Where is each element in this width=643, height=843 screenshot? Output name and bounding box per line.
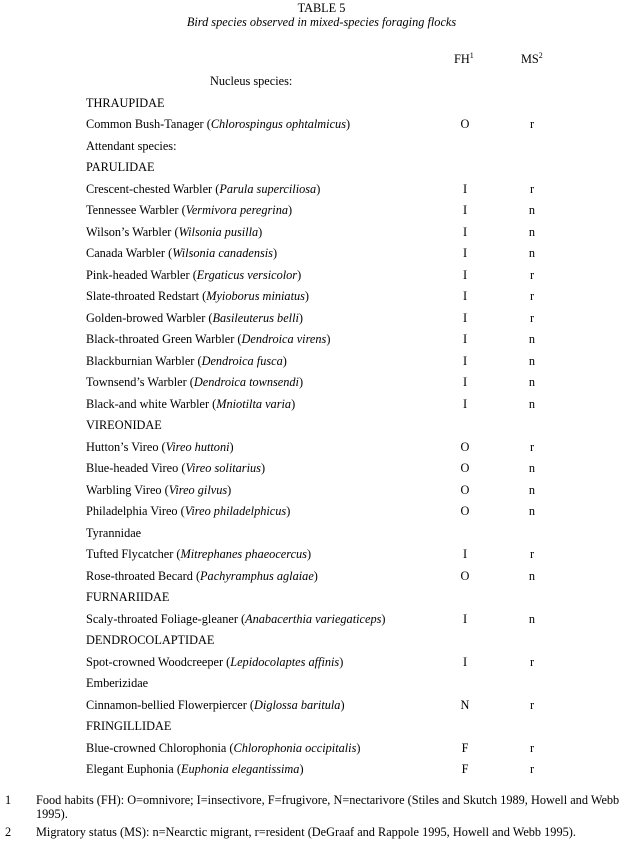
- species-name: [86, 375, 303, 389]
- common-name: Townsend’s Warbler: [86, 375, 187, 389]
- migratory-status-cell: n: [528, 354, 536, 368]
- open-paren: (: [189, 268, 197, 282]
- migratory-status-cell: r: [529, 268, 535, 282]
- species-name: [86, 440, 234, 454]
- open-paren: (: [209, 397, 217, 411]
- food-habit-cell: O: [460, 117, 470, 131]
- species-name: [86, 289, 309, 303]
- common-name: Scaly-throated Foliage-gleaner: [86, 612, 238, 626]
- scientific-name: Basileuterus belli: [212, 311, 299, 325]
- species-row: [0, 246, 643, 260]
- food-habit-cell: O: [460, 483, 470, 497]
- common-name: Blue-headed Vireo: [86, 461, 179, 475]
- migratory-status-cell: n: [528, 203, 536, 217]
- species-name: [86, 203, 292, 217]
- close-paren: ): [297, 268, 302, 282]
- species-row: [0, 483, 643, 497]
- migratory-status-cell: n: [528, 246, 536, 260]
- close-paren: ): [227, 483, 232, 497]
- close-paren: ): [346, 117, 351, 131]
- common-name: Cinnamon-bellied Flowerpiercer: [86, 698, 247, 712]
- column-header-fh: [454, 52, 474, 66]
- species-row: [0, 311, 643, 325]
- migratory-status-cell: n: [528, 612, 536, 626]
- food-habit-cell: I: [462, 182, 468, 196]
- scientific-name: Ergaticus versicolor: [196, 268, 298, 282]
- scientific-name: Mitrephanes phaeocercus: [180, 547, 307, 561]
- scientific-name: Euphonia elegantissima: [180, 762, 300, 776]
- common-name: Rose-throated Becard: [86, 569, 193, 583]
- family-heading-row: [0, 96, 643, 110]
- column-header-ms: [521, 52, 543, 66]
- migratory-status-cell: r: [529, 289, 535, 303]
- species-row: [0, 504, 643, 518]
- migratory-status-cell: r: [529, 547, 535, 561]
- species-name: [86, 268, 301, 282]
- common-name: Crescent-chested Warbler: [86, 182, 213, 196]
- common-name: Tennessee Warbler: [86, 203, 179, 217]
- species-name: [86, 483, 231, 497]
- common-name: Golden-browed Warbler: [86, 311, 206, 325]
- migratory-status-cell: n: [528, 461, 536, 475]
- species-row: [0, 332, 643, 346]
- species-name: [86, 311, 303, 325]
- close-paren: ): [313, 569, 318, 583]
- open-paren: (: [246, 698, 255, 712]
- open-paren: (: [212, 182, 220, 196]
- open-paren: (: [178, 461, 186, 475]
- scientific-name: Dendroica fusca: [201, 354, 283, 368]
- food-habit-cell: I: [462, 225, 468, 239]
- open-paren: (: [199, 289, 207, 303]
- migratory-status-cell: n: [528, 504, 536, 518]
- food-habit-cell: I: [462, 268, 468, 282]
- open-paren: (: [203, 117, 211, 131]
- species-name: [86, 655, 343, 669]
- table-title: TABLE 5: [297, 1, 346, 15]
- open-paren: (: [173, 547, 181, 561]
- close-paren: ): [229, 440, 234, 454]
- food-habit-cell: I: [462, 354, 468, 368]
- food-habit-cell: I: [462, 397, 468, 411]
- common-name: Elegant Euphonia: [86, 762, 174, 776]
- family-heading-row: [0, 139, 643, 153]
- species-row: [0, 762, 643, 776]
- close-paren: ): [340, 698, 345, 712]
- migratory-status-cell: n: [528, 332, 536, 346]
- close-paren: ): [316, 182, 321, 196]
- family-heading: FRINGILLIDAE: [86, 719, 172, 733]
- scientific-name: Lepidocolaptes affinis: [230, 655, 340, 669]
- food-habit-cell: O: [460, 440, 470, 454]
- scientific-name: Chlorospingus ophtalmicus: [210, 117, 346, 131]
- species-name: [86, 741, 361, 755]
- migratory-status-cell: n: [528, 483, 536, 497]
- close-paren: ): [381, 612, 386, 626]
- food-habit-cell: I: [462, 332, 468, 346]
- family-heading: Emberizidae: [86, 676, 149, 690]
- open-paren: (: [205, 311, 213, 325]
- food-habit-cell: I: [462, 289, 468, 303]
- species-row: [0, 354, 643, 368]
- species-name: [86, 246, 277, 260]
- section-heading: Nucleus species:: [210, 74, 293, 88]
- species-name: [86, 225, 262, 239]
- common-name: Spot-crowned Woodcreeper: [86, 655, 224, 669]
- migratory-status-cell: r: [529, 182, 535, 196]
- species-row: [0, 397, 643, 411]
- close-paren: ): [260, 461, 266, 475]
- family-heading-row: [0, 526, 643, 540]
- family-heading-row: [0, 160, 643, 174]
- food-habit-cell: O: [460, 504, 470, 518]
- scientific-name: Pachyramphus aglaiae: [200, 569, 314, 583]
- species-name: [86, 397, 295, 411]
- column-header-ms-footnote-marker: 2: [538, 51, 543, 60]
- common-name: Blackburnian Warbler: [86, 354, 195, 368]
- scientific-name: Mniotilta varia: [216, 397, 292, 411]
- common-name: Black-and white Warbler: [86, 397, 210, 411]
- species-row: [0, 117, 643, 131]
- scientific-name: Vireo huttoni: [165, 440, 230, 454]
- food-habit-cell: O: [460, 461, 470, 475]
- scientific-name: Vireo gilvus: [168, 483, 228, 497]
- common-name: Pink-headed Warbler: [86, 268, 190, 282]
- close-paren: ): [326, 332, 331, 346]
- common-name: Philadelphia Vireo: [86, 504, 178, 518]
- open-paren: (: [237, 612, 246, 626]
- migratory-status-cell: r: [529, 698, 535, 712]
- close-paren: ): [339, 655, 344, 669]
- column-header-fh-text: FH: [454, 52, 470, 66]
- species-name: [86, 547, 311, 561]
- close-paren: ): [272, 246, 278, 260]
- species-name: [86, 762, 304, 776]
- scientific-name: Chlorophonia occipitalis: [233, 741, 357, 755]
- migratory-status-cell: n: [528, 397, 536, 411]
- open-paren: (: [194, 354, 202, 368]
- food-habit-cell: O: [460, 569, 470, 583]
- species-name: [86, 182, 320, 196]
- common-name: Common Bush-Tanager: [86, 117, 204, 131]
- food-habit-cell: N: [460, 698, 470, 712]
- close-paren: ): [298, 375, 304, 389]
- species-row: [0, 741, 643, 755]
- species-row: [0, 440, 643, 454]
- migratory-status-cell: r: [529, 655, 535, 669]
- close-paren: ): [356, 741, 361, 755]
- scientific-name: Vireo solitarius: [185, 461, 261, 475]
- family-heading: THRAUPIDAE: [86, 96, 165, 110]
- scientific-name: Myioborus miniatus: [206, 289, 305, 303]
- common-name: Slate-throated Redstart: [86, 289, 200, 303]
- open-paren: (: [177, 504, 185, 518]
- open-paren: (: [192, 569, 201, 583]
- migratory-status-cell: r: [529, 440, 535, 454]
- scientific-name: Vireo philadelphicus: [184, 504, 287, 518]
- species-row: [0, 698, 643, 712]
- species-row: [0, 375, 643, 389]
- food-habit-cell: F: [461, 762, 469, 776]
- close-paren: ): [288, 203, 293, 217]
- species-name: [86, 332, 330, 346]
- family-heading: VIREONIDAE: [86, 418, 162, 432]
- migratory-status-cell: n: [528, 225, 536, 239]
- common-name: Tufted Flycatcher: [86, 547, 174, 561]
- open-paren: (: [173, 762, 181, 776]
- family-heading-row: [0, 719, 643, 733]
- family-heading: DENDROCOLAPTIDAE: [86, 633, 215, 647]
- close-paren: ): [304, 289, 310, 303]
- section-heading-row: [0, 74, 643, 88]
- close-paren: ): [299, 762, 304, 776]
- species-row: [0, 225, 643, 239]
- scientific-name: Dendroica virens: [241, 332, 327, 346]
- family-heading: FURNARIIDAE: [86, 590, 170, 604]
- close-paren: ): [286, 504, 291, 518]
- close-paren: ): [291, 397, 296, 411]
- close-paren: ): [258, 225, 263, 239]
- food-habit-cell: F: [461, 741, 469, 755]
- migratory-status-cell: n: [528, 569, 536, 583]
- species-name: [86, 504, 290, 518]
- open-paren: (: [171, 225, 179, 239]
- species-name: [86, 612, 386, 626]
- species-row: [0, 461, 643, 475]
- common-name: Warbling Vireo: [86, 483, 162, 497]
- footnote-text: Food habits (FH): O=omnivore; I=insectivore, F=frugivore, N=nectarivore (Stiles and Skutch 1989, Howell and Webb 1995).: [36, 793, 620, 821]
- food-habit-cell: I: [462, 246, 468, 260]
- column-header-fh-footnote-marker: 1: [469, 51, 474, 60]
- open-paren: (: [226, 741, 234, 755]
- open-paren: (: [178, 203, 186, 217]
- footnote-text: Migratory status (MS): n=Nearctic migrant, r=resident (DeGraaf and Rappole 1995, Howell and Webb 1995).: [36, 825, 576, 839]
- family-heading: Tyrannidae: [86, 526, 142, 540]
- family-heading-row: [0, 676, 643, 690]
- species-name: [86, 117, 350, 131]
- open-paren: (: [234, 332, 242, 346]
- common-name: Black-throated Green Warbler: [86, 332, 235, 346]
- open-paren: (: [165, 246, 173, 260]
- scientific-name: Parula superciliosa: [219, 182, 317, 196]
- open-paren: (: [186, 375, 194, 389]
- family-heading-row: [0, 633, 643, 647]
- species-row: [0, 655, 643, 669]
- migratory-status-cell: r: [529, 762, 535, 776]
- species-row: [0, 569, 643, 583]
- common-name: Wilson’s Warbler: [86, 225, 172, 239]
- footnote-number: 1: [5, 793, 12, 807]
- food-habit-cell: I: [462, 655, 468, 669]
- family-heading: PARULIDAE: [86, 160, 155, 174]
- food-habit-cell: I: [462, 203, 468, 217]
- common-name: Blue-crowned Chlorophonia: [86, 741, 227, 755]
- close-paren: ): [298, 311, 304, 325]
- family-heading: Attendant species:: [86, 139, 177, 153]
- species-row: [0, 268, 643, 282]
- open-paren: (: [158, 440, 166, 454]
- scientific-name: Diglossa baritula: [254, 698, 341, 712]
- migratory-status-cell: r: [529, 311, 535, 325]
- species-row: [0, 289, 643, 303]
- species-row: [0, 203, 643, 217]
- table-subtitle: Bird species observed in mixed-species foraging flocks: [186, 15, 457, 29]
- species-name: [86, 698, 345, 712]
- scientific-name: Dendroica townsendi: [193, 375, 299, 389]
- species-name: [86, 354, 287, 368]
- open-paren: (: [223, 655, 231, 669]
- close-paren: ): [282, 354, 287, 368]
- species-name: [86, 461, 265, 475]
- scientific-name: Wilsonia canadensis: [172, 246, 273, 260]
- species-row: [0, 612, 643, 626]
- food-habit-cell: I: [462, 612, 468, 626]
- species-row: [0, 547, 643, 561]
- footnote-number: 2: [5, 825, 12, 839]
- species-row: [0, 182, 643, 196]
- family-heading-row: [0, 590, 643, 604]
- food-habit-cell: I: [462, 375, 468, 389]
- family-heading-row: [0, 418, 643, 432]
- migratory-status-cell: r: [529, 117, 535, 131]
- column-header-ms-text: MS: [521, 52, 539, 66]
- common-name: Hutton’s Vireo: [86, 440, 159, 454]
- scientific-name: Anabacerthia variegaticeps: [245, 612, 382, 626]
- close-paren: ): [306, 547, 312, 561]
- scientific-name: Vermivora peregrina: [185, 203, 289, 217]
- common-name: Canada Warbler: [86, 246, 166, 260]
- migratory-status-cell: n: [528, 375, 536, 389]
- open-paren: (: [161, 483, 169, 497]
- scientific-name: Wilsonia pusilla: [178, 225, 259, 239]
- migratory-status-cell: r: [529, 741, 535, 755]
- food-habit-cell: I: [462, 311, 468, 325]
- food-habit-cell: I: [462, 547, 468, 561]
- species-name: [86, 569, 318, 583]
